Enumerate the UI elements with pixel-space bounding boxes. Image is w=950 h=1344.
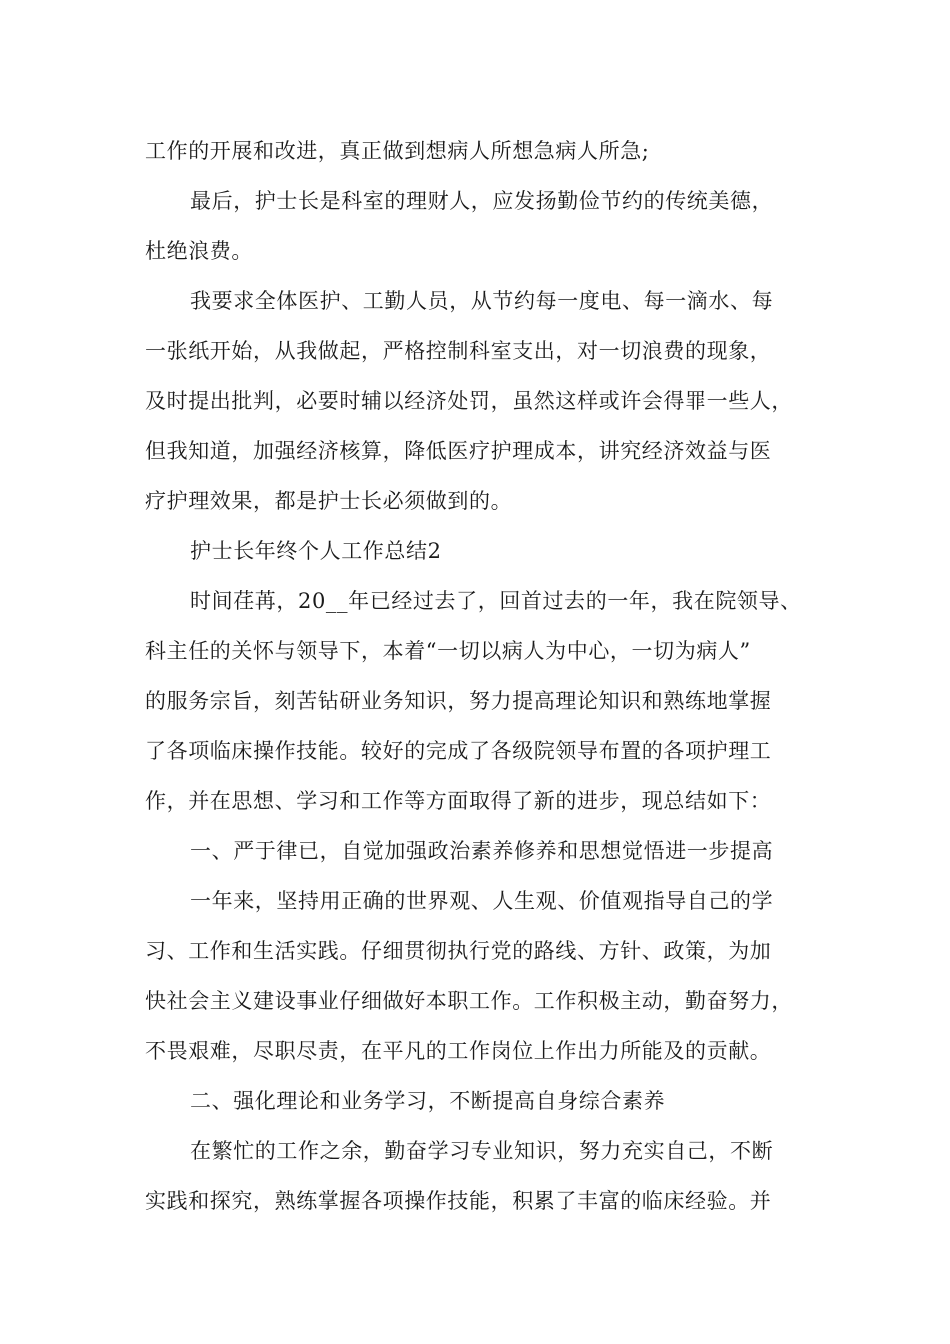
paragraph-line: 但我知道，加强经济核算，降低医疗护理成本，讲究经济效益与医 <box>145 439 772 463</box>
paragraph-line: 了各项临床操作技能。较好的完成了各级院领导布置的各项护理工 <box>145 739 772 763</box>
paragraph-line: 疗护理效果，都是护士长必须做到的。 <box>145 489 513 513</box>
paragraph-line: 实践和探究，熟练掌握各项操作技能，积累了丰富的临床经验。并 <box>145 1189 772 1213</box>
paragraph-line: 一张纸开始，从我做起，严格控制科室支出，对一切浪费的现象， <box>145 339 772 363</box>
paragraph-line: 及时提出批判，必要时辅以经济处罚，虽然这样或许会得罪一些人， <box>145 389 793 413</box>
subheading: 二、强化理论和业务学习，不断提高自身综合素养 <box>190 1089 666 1113</box>
paragraph-line: 不畏艰难，尽职尽责，在平凡的工作岗位上作出力所能及的贡献。 <box>145 1039 772 1063</box>
paragraph-line: 快社会主义建设事业仔细做好本职工作。工作积极主动，勤奋努力， <box>145 989 793 1013</box>
paragraph-line: 科主任的关怀与领导下，本着“一切以病人为中心，一切为病人” <box>145 639 751 663</box>
paragraph-line: 的服务宗旨，刻苦钻研业务知识，努力提高理论知识和熟练地掌握 <box>145 689 772 713</box>
paragraph-line: 在繁忙的工作之余，勤奋学习专业知识，努力充实自己，不断 <box>190 1139 774 1163</box>
paragraph-line: 工作的开展和改进，真正做到想病人所想急病人所急; <box>145 139 650 163</box>
paragraph-line: 习、工作和生活实践。仔细贯彻执行党的路线、方针、政策，为加 <box>145 939 772 963</box>
paragraph-line: 杜绝浪费。 <box>145 239 253 263</box>
paragraph-line: 我要求全体医护、工勤人员，从节约每一度电、每一滴水、每 <box>190 289 774 313</box>
paragraph-line: 时间荏苒，20__年已经过去了，回首过去的一年，我在院领导、 <box>190 589 802 613</box>
section-heading: 护士长年终个人工作总结2 <box>190 539 442 563</box>
paragraph-line: 作，并在思想、学习和工作等方面取得了新的进步，现总结如下： <box>145 789 772 813</box>
paragraph-line: 一年来，坚持用正确的世界观、人生观、价值观指导自己的学 <box>190 889 774 913</box>
paragraph-line: 最后，护士长是科室的理财人，应发扬勤俭节约的传统美德， <box>190 189 774 213</box>
subheading: 一、严于律已，自觉加强政治素养修养和思想觉悟进一步提高 <box>190 839 774 863</box>
